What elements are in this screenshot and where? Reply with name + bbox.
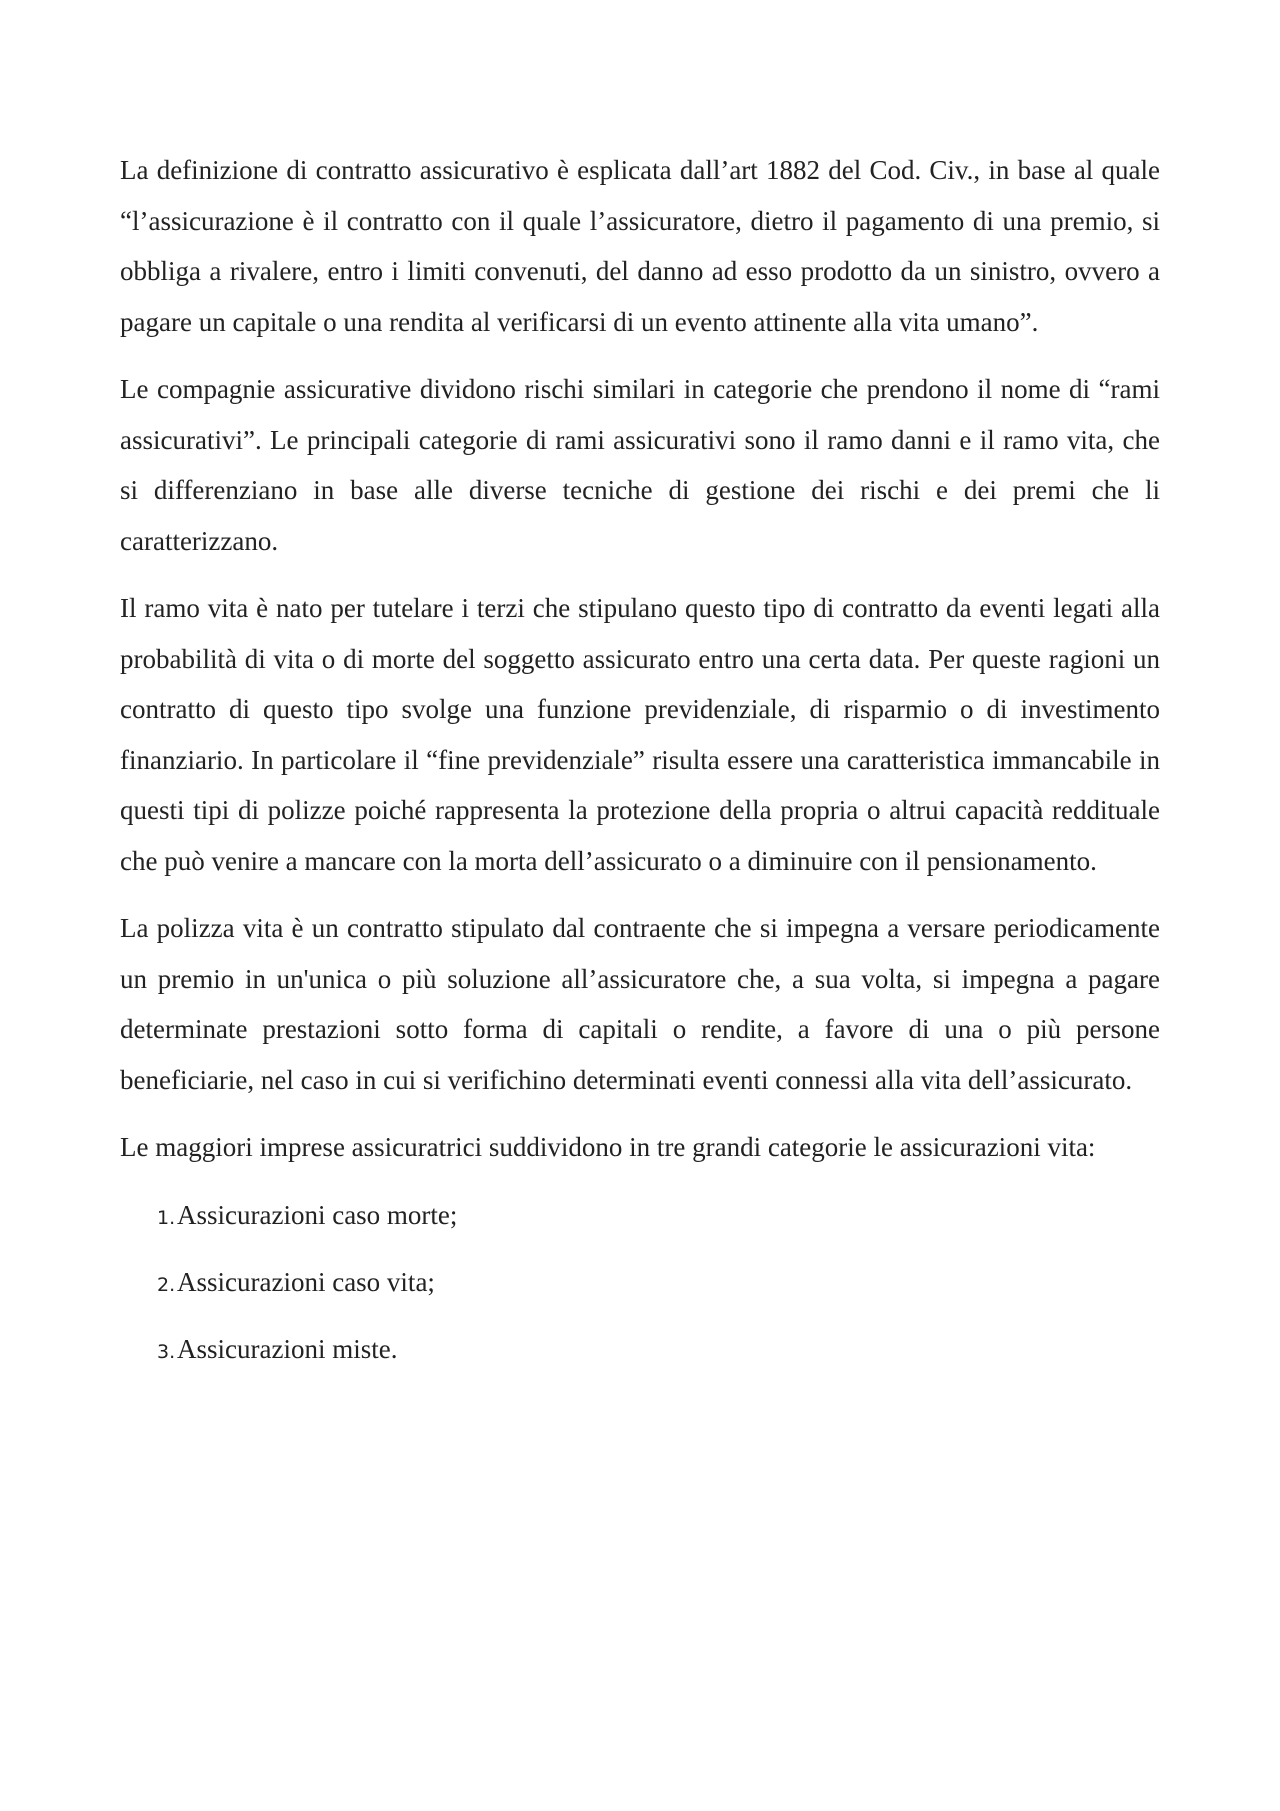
list-item-number: 1. (157, 1206, 176, 1229)
list-item-text: Assicurazioni caso morte; (177, 1199, 458, 1230)
categories-list (120, 1190, 1160, 1391)
paragraph-definition: La definizione di contratto assicurativo è esplicata dall’art 1882 del Cod. Civ., in base al quale “l’assicurazione è il contratto con il quale l’assicuratore, dietro il pagamento di una premio, si obbliga a rivalere, entro i limiti convenuti, del danno ad esso prodotto da un sinistro, ovvero a pagare un capitale o una rendita al verificarsi di un evento attinente alla vita umano”. (120, 155, 1160, 337)
paragraph-rami-assicurativi: Le compagnie assicurative dividono rischi similari in categorie che prendono il nome di “rami assicurativi”. Le principali categorie di rami assicurativi sono il ramo danni e il ramo vita, che si differenziano in base alle diverse tecniche di gestione dei rischi e dei premi che li caratterizzano. (120, 374, 1160, 556)
list-item-text: Assicurazioni caso vita; (177, 1266, 435, 1297)
list-item-number: 3. (157, 1340, 176, 1363)
list-item-number: 2. (157, 1273, 176, 1296)
list-item (120, 1324, 1160, 1391)
list-item (120, 1257, 1160, 1324)
list-item (120, 1190, 1160, 1257)
paragraph-polizza-vita: La polizza vita è un contratto stipulato dal contraente che si impegna a versare periodicamente un premio in un'unica o più soluzione all’assicuratore che, a sua volta, si impegna a pagare determinate prestazioni sotto forma di capitali o rendite, a favore di una o più persone beneficiarie, nel caso in cui si verifichino determinati eventi connessi alla vita dell’assicurato. (120, 913, 1160, 1095)
list-item-text: Assicurazioni miste. (177, 1333, 398, 1364)
document-page (120, 145, 1160, 1391)
paragraph-categorie: Le maggiori imprese assicuratrici suddividono in tre grandi categorie le assicurazioni vita: (120, 1132, 1096, 1162)
paragraph-ramo-vita: Il ramo vita è nato per tutelare i terzi che stipulano questo tipo di contratto da eventi legati alla probabilità di vita o di morte del soggetto assicurato entro una certa data. Per queste ragioni un contratto di questo tipo svolge una funzione previdenziale, di risparmio o di investimento finanziario. In particolare il “fine previdenziale” risulta essere una caratteristica immancabile in questi tipi di polizze poiché rappresenta la protezione della propria o altrui capacità reddituale che può venire a mancare con la morta dell’assicurato o a diminuire con il pensionamento. (120, 593, 1160, 876)
